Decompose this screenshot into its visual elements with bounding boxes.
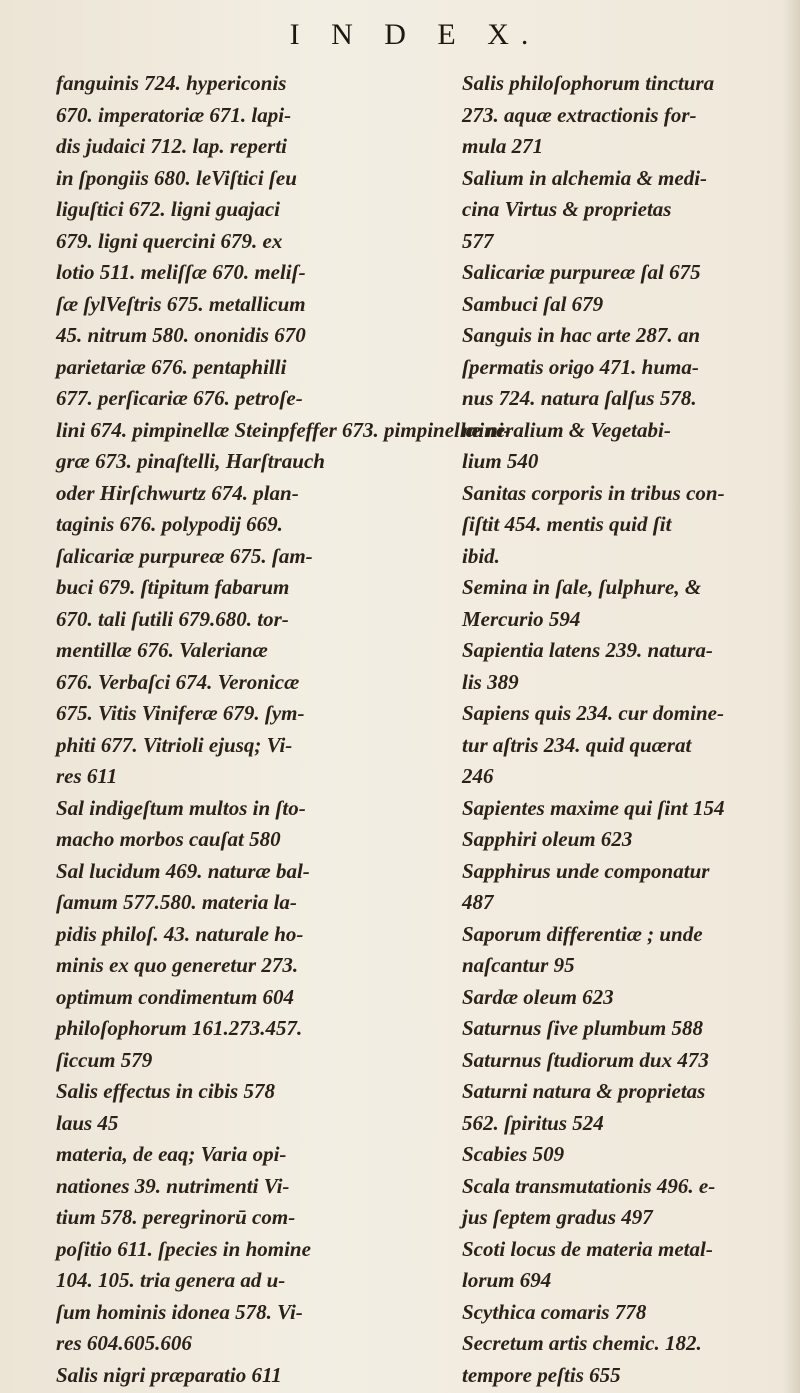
index-line: Sapientia latens 239. natura- xyxy=(462,638,713,662)
index-line: mentillæ 676. Valerianæ xyxy=(56,638,268,662)
index-line: lorum 694 xyxy=(462,1268,552,1292)
index-line: 679. ligni quercini 679. ex xyxy=(56,228,283,253)
index-line: 670. imperatoriæ 671. lapi- xyxy=(56,102,292,127)
index-line: ſalicariæ purpureæ 675. ſam- xyxy=(56,543,313,568)
index-line: Scala transmutationis 496. e- xyxy=(462,1173,716,1198)
index-line: fanguinis 724. hypericonis xyxy=(56,71,287,95)
index-line: 487 xyxy=(462,890,494,914)
index-line: lis 389 xyxy=(462,669,519,694)
index-line: Salis philoſophorum tinctura xyxy=(462,71,715,95)
index-heading: I N D E X. xyxy=(289,18,541,51)
index-line: 677. perſicariæ 676. petroſe- xyxy=(56,386,303,410)
index-line: Saturnus ſtudiorum dux 473 xyxy=(462,1047,709,1072)
index-line: Sanguis in hac arte 287. an xyxy=(462,323,701,347)
index-line: Sal lucidum 469. naturæ bal- xyxy=(56,858,310,883)
index-line: Sapientes maxime qui ſint 154 xyxy=(462,795,725,820)
index-line: pidis philoſ. 43. naturale ho- xyxy=(56,921,304,946)
index-line: Scabies 509 xyxy=(462,1142,565,1166)
index-line: 273. aquæ extractionis for- xyxy=(462,102,697,127)
index-line: naſcantur 95 xyxy=(462,953,575,977)
index-line: Semina in ſale, ſulphure, & xyxy=(462,575,702,599)
index-line: cina Virtus & proprietas xyxy=(462,197,672,221)
index-line: 246 xyxy=(462,764,494,788)
index-line: Saporum differentiæ ; unde xyxy=(462,921,703,946)
index-line: ſiccum 579 xyxy=(56,1047,153,1072)
page-header xyxy=(0,18,800,52)
index-line: ſæ ſylVeſtris 675. metallicum xyxy=(56,291,306,316)
index-line: Salium in alchemia & medi- xyxy=(462,165,708,190)
index-line: minis ex quo generetur 273. xyxy=(56,953,299,977)
index-line: macho morbos cauſat 580 xyxy=(56,827,281,851)
index-line: mula 271 xyxy=(462,134,544,158)
index-line: parietariæ 676. pentaphilli xyxy=(56,354,287,379)
index-line: tempore peſtis 655 xyxy=(462,1362,621,1387)
index-line: 675. Vitis Viniferæ 679. ſym- xyxy=(56,701,305,725)
index-line: nationes 39. nutrimenti Vi- xyxy=(56,1173,290,1198)
index-line: 562. ſpiritus 524 xyxy=(462,1110,604,1135)
index-line: in ſpongiis 680. leViſtici ſeu xyxy=(56,165,297,190)
index-line: res 604.605.606 xyxy=(56,1331,192,1355)
index-line: nus 724. natura ſalſus 578. xyxy=(462,386,697,410)
index-line: tium 578. peregrinorū com- xyxy=(56,1205,296,1229)
index-line: Sardæ oleum 623 xyxy=(462,984,614,1009)
index-line: phiti 677. Vitrioli ejusq; Vi- xyxy=(56,732,293,757)
index-line: mineralium & Vegetabi- xyxy=(462,417,671,442)
index-line: Sapphiri oleum 623 xyxy=(462,827,633,851)
index-line: Scoti locus de materia metal- xyxy=(462,1236,713,1261)
index-line: Salis nigri præparatio 611 xyxy=(56,1362,282,1387)
index-line: oder Hirſchwurtz 674. plan- xyxy=(56,480,299,505)
index-line: res 611 xyxy=(56,764,118,788)
index-line: Sambuci ſal 679 xyxy=(462,291,604,316)
index-line: tur aſtris 234. quid quærat xyxy=(462,732,692,757)
index-line: Scythica comaris 778 xyxy=(462,1299,647,1324)
index-line: poſitio 611. ſpecies in homine xyxy=(56,1236,311,1261)
index-line: 45. nitrum 580. ononidis 670 xyxy=(56,323,306,347)
index-line: Saturni natura & proprietas xyxy=(462,1079,706,1103)
index-line: Salis effectus in cibis 578 xyxy=(56,1079,275,1103)
page-edge xyxy=(782,0,800,1393)
index-line: Secretum artis chemic. 182. xyxy=(462,1331,702,1355)
index-line: ſiſtit 454. mentis quid ſit xyxy=(462,512,672,536)
index-line: Saturnus ſive plumbum 588 xyxy=(462,1016,703,1040)
index-line: philoſophorum 161.273.457. xyxy=(56,1016,303,1040)
index-line: ſamum 577.580. materia la- xyxy=(56,890,297,914)
index-line: ſum hominis idonea 578. Vi- xyxy=(56,1299,303,1324)
index-line: ſpermatis origo 471. huma- xyxy=(462,354,699,379)
index-line: optimum condimentum 604 xyxy=(56,984,295,1009)
index-line: ibid. xyxy=(462,543,500,568)
index-line: 104. 105. tria genera ad u- xyxy=(56,1268,286,1292)
index-line: taginis 676. polypodij 669. xyxy=(56,512,283,536)
index-line: 676. Verbaſci 674. Veronicæ xyxy=(56,669,300,694)
index-line: Sapphirus unde componatur xyxy=(462,858,710,883)
index-line: 670. tali ſutili 679.680. tor- xyxy=(56,606,289,631)
index-line: Salicariæ purpureæ ſal 675 xyxy=(462,260,701,284)
index-line: dis judaici 712. lap. reperti xyxy=(56,134,287,158)
index-line: 577 xyxy=(462,228,494,253)
index-line: laus 45 xyxy=(56,1110,119,1135)
index-line: lium 540 xyxy=(462,449,539,473)
index-line: Mercurio 594 xyxy=(462,606,581,631)
index-line: græ 673. pinaſtelli, Harſtrauch xyxy=(56,449,325,473)
right-column xyxy=(462,68,777,1391)
index-line: Sal indigeſtum multos in ſto- xyxy=(56,795,306,820)
index-line: lini 674. pimpinellæ Steinpfeffer 673. pimpinellæ ni- xyxy=(56,417,511,442)
index-line: liguſtici 672. ligni guajaci xyxy=(56,197,281,221)
index-line: materia, de eaq; Varia opi- xyxy=(56,1142,287,1166)
index-line: Sapiens quis 234. cur domine- xyxy=(462,701,724,725)
index-line: buci 679. ſtipitum fabarum xyxy=(56,575,290,599)
index-line: lotio 511. meliſſæ 670. meliſ- xyxy=(56,260,306,284)
index-line: Sanitas corporis in tribus con- xyxy=(462,480,725,505)
index-line: jus ſeptem gradus 497 xyxy=(462,1205,653,1229)
